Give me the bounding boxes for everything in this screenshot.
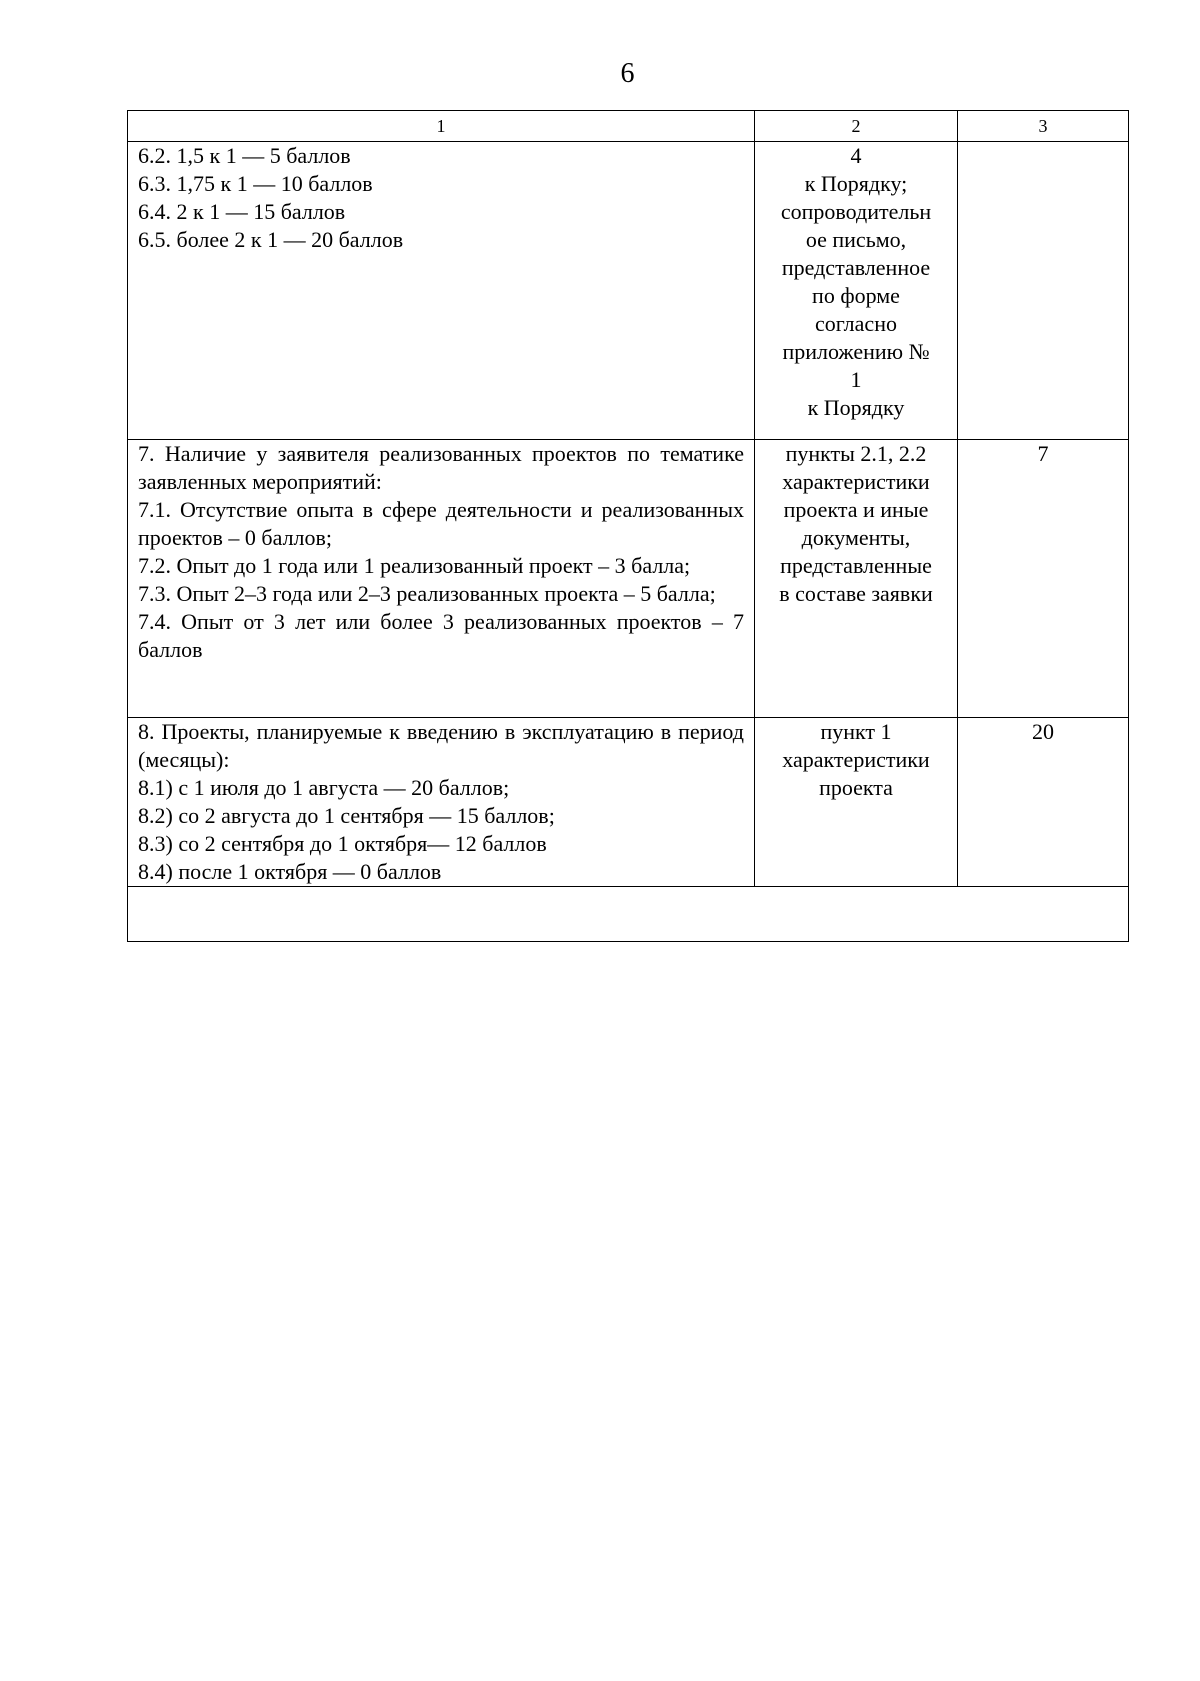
table-row-8 — [128, 718, 1129, 887]
row-6-source-line: к Порядку — [807, 395, 905, 420]
page-number: 6 — [620, 58, 635, 89]
row-7-source — [755, 440, 958, 718]
row-8-line: 8.1) с 1 июля до 1 августа — 20 баллов; — [138, 775, 510, 800]
row-7-criteria — [128, 440, 755, 718]
row-6-source-line: представленное — [781, 255, 931, 280]
header-col-2: 2 — [755, 111, 958, 142]
row-7-paragraph: 7.3. Опыт 2–3 года или 2–3 реализованных проекта – 5 балла; — [138, 581, 716, 606]
row-6-line: 6.5. более 2 к 1 — 20 баллов — [138, 227, 404, 252]
row-8-max-score: 20 — [958, 718, 1129, 887]
row-7-source-line: характеристики — [782, 469, 930, 494]
row-6-source-line: ое письмо, — [805, 227, 907, 252]
empty-row-cell — [128, 887, 1129, 942]
row-6-criteria — [128, 142, 755, 440]
row-7-source-line: документы, — [801, 525, 911, 550]
table-row-empty — [128, 887, 1129, 942]
row-6-source-line: согласно — [815, 311, 897, 336]
row-6-line: 6.4. 2 к 1 — 15 баллов — [138, 199, 346, 224]
header-col-3: 3 — [958, 111, 1129, 142]
row-7-paragraph: 7.2. Опыт до 1 года или 1 реализованный проект – 3 балла; — [138, 553, 691, 578]
row-6-source-line: 4 — [850, 143, 862, 168]
header-col-1: 1 — [128, 111, 755, 142]
row-8-source-line: пункт 1 — [820, 719, 892, 744]
row-6-source-line: 1 — [850, 367, 862, 392]
row-7-paragraph: 7.1. Отсутствие опыта в сфере деятельности и реализованных проектов – 0 баллов; — [138, 497, 744, 550]
row-8-source-line: характеристики — [782, 747, 930, 772]
row-8-source-line: проекта — [819, 775, 893, 800]
row-8-paragraph: 8. Проекты, планируемые к введению в эксплуатацию в период (месяцы): — [138, 719, 744, 772]
row-6-max-score — [958, 142, 1129, 440]
row-6-source-line: к Порядку; — [804, 171, 908, 196]
row-7-paragraph: 7.4. Опыт от 3 лет или более 3 реализованных проектов – 7 баллов — [138, 609, 744, 662]
table-row-6 — [128, 142, 1129, 440]
row-7-source-line: пункты 2.1, 2.2 — [785, 441, 927, 466]
row-6-line: 6.3. 1,75 к 1 — 10 баллов — [138, 171, 373, 196]
row-6-line: 6.2. 1,5 к 1 — 5 баллов — [138, 143, 351, 168]
row-8-line: 8.2) со 2 августа до 1 сентября — 15 баллов; — [138, 803, 555, 828]
row-8-criteria — [128, 718, 755, 887]
row-7-max-score: 7 — [958, 440, 1129, 718]
row-7-source-line: проекта и иные — [783, 497, 929, 522]
row-6-source-line: по форме — [812, 283, 900, 308]
row-8-line: 8.3) со 2 сентября до 1 октября— 12 баллов — [138, 831, 547, 856]
row-7-source-line: в составе заявки — [779, 581, 933, 606]
table-row-7 — [128, 440, 1129, 718]
row-6-source — [755, 142, 958, 440]
table-header-row — [128, 111, 1129, 142]
row-6-source-line: приложению № — [782, 339, 930, 364]
row-8-line: 8.4) после 1 октября — 0 баллов — [138, 859, 442, 884]
criteria-table — [127, 110, 1129, 942]
row-8-source — [755, 718, 958, 887]
row-6-source-line: сопроводительн — [780, 199, 932, 224]
row-7-source-line: представленные — [780, 553, 932, 578]
row-7-paragraph: 7. Наличие у заявителя реализованных проектов по тематике заявленных мероприятий: — [138, 441, 744, 494]
